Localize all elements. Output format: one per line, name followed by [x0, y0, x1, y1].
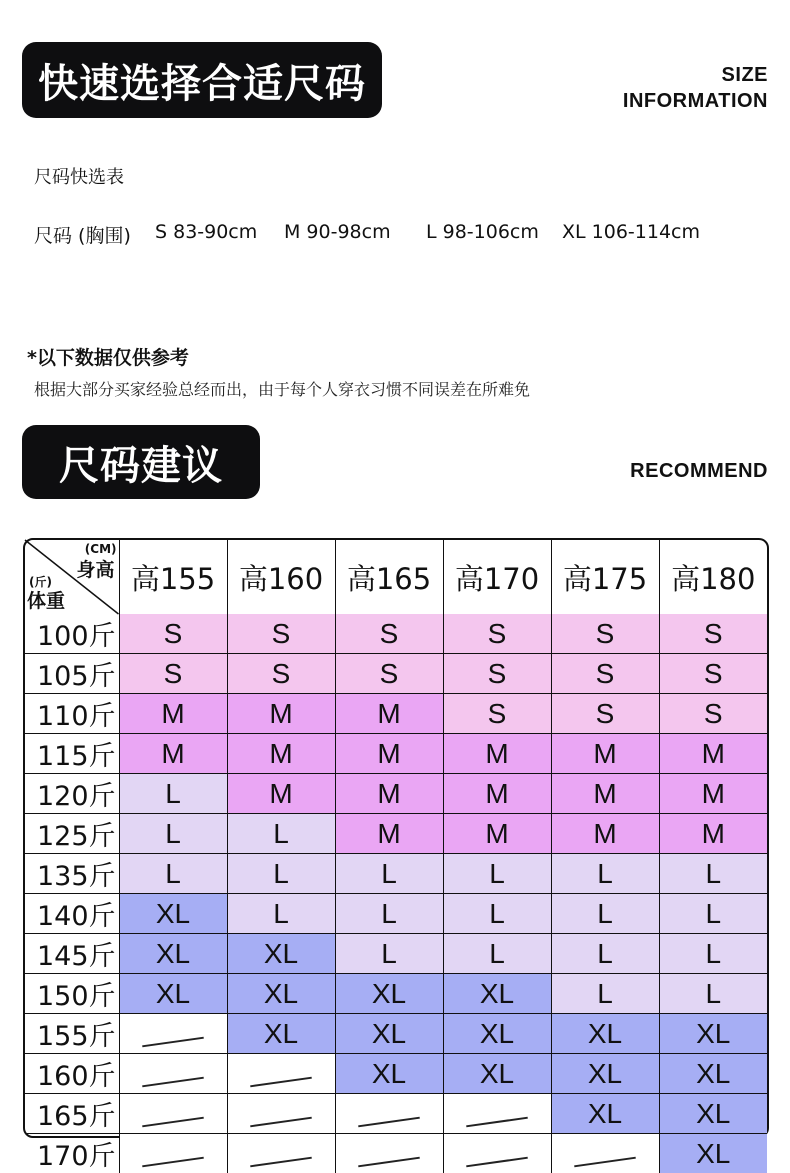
size-cell: M: [551, 774, 659, 814]
size-cell-empty: [119, 1094, 227, 1134]
size-xl-range: XL 106-114cm: [562, 221, 700, 243]
weight-header: 140斤: [25, 894, 119, 934]
size-cell: M: [659, 774, 767, 814]
size-cell: M: [227, 774, 335, 814]
table-row: [25, 774, 767, 814]
size-cell: L: [119, 854, 227, 894]
size-cell: XL: [659, 1014, 767, 1054]
size-cell: XL: [119, 894, 227, 934]
size-cell: M: [551, 734, 659, 774]
table-row: [25, 1014, 767, 1054]
size-cell: S: [551, 614, 659, 654]
size-cell-empty: [119, 1134, 227, 1173]
size-cell: M: [227, 694, 335, 734]
size-cell: S: [119, 614, 227, 654]
information-label: INFORMATION: [623, 88, 768, 114]
table-row: [25, 814, 767, 854]
size-cell: XL: [227, 974, 335, 1014]
size-label: SIZE: [623, 62, 768, 88]
size-cell: XL: [443, 1014, 551, 1054]
recommend-english-label: RECOMMEND: [630, 458, 768, 484]
size-cell: S: [659, 614, 767, 654]
size-cell: L: [659, 934, 767, 974]
not-recommended-dash-icon: [142, 1076, 204, 1087]
size-cell: L: [443, 854, 551, 894]
height-header: 高155: [119, 540, 227, 614]
size-cell: S: [443, 694, 551, 734]
size-cell: L: [227, 814, 335, 854]
size-cell: L: [119, 774, 227, 814]
weight-header: 170斤: [25, 1134, 119, 1173]
size-cell: M: [443, 774, 551, 814]
size-cell-empty: [335, 1094, 443, 1134]
height-header-row: [25, 540, 767, 614]
not-recommended-dash-icon: [466, 1116, 528, 1127]
size-cell: S: [335, 614, 443, 654]
size-cell: XL: [659, 1134, 767, 1173]
height-header: 高180: [659, 540, 767, 614]
size-cell: S: [443, 614, 551, 654]
size-cell: XL: [227, 1014, 335, 1054]
not-recommended-dash-icon: [250, 1116, 312, 1127]
size-s-range: S 83-90cm: [155, 221, 257, 243]
size-cell-empty: [119, 1054, 227, 1094]
table-row: [25, 934, 767, 974]
size-cell: XL: [551, 1054, 659, 1094]
not-recommended-dash-icon: [574, 1156, 636, 1167]
size-cell: XL: [335, 1014, 443, 1054]
size-cell: XL: [119, 974, 227, 1014]
size-cell: XL: [443, 974, 551, 1014]
chest-label: 尺码 (胸围): [34, 221, 131, 248]
size-cell: M: [443, 734, 551, 774]
size-cell: L: [551, 894, 659, 934]
quick-select-title: 尺码快选表: [34, 163, 124, 189]
not-recommended-dash-icon: [358, 1116, 420, 1127]
size-cell: XL: [551, 1094, 659, 1134]
size-cell: L: [335, 894, 443, 934]
size-cell: XL: [335, 974, 443, 1014]
table-row: [25, 894, 767, 934]
size-recommendation-table: [23, 538, 769, 1138]
recommend-heading: 尺码建议: [22, 425, 260, 499]
size-cell: S: [335, 654, 443, 694]
not-recommended-dash-icon: [250, 1076, 312, 1087]
table-row: [25, 654, 767, 694]
weight-header: 125斤: [25, 814, 119, 854]
size-cell: XL: [335, 1054, 443, 1094]
size-cell: M: [119, 734, 227, 774]
weight-header: 160斤: [25, 1054, 119, 1094]
not-recommended-dash-icon: [250, 1156, 312, 1167]
size-cell: L: [659, 894, 767, 934]
size-m-range: M 90-98cm: [284, 221, 391, 243]
reference-note-title: *以下数据仅供参考: [27, 343, 189, 370]
size-cell: L: [335, 934, 443, 974]
size-cell: M: [659, 814, 767, 854]
not-recommended-dash-icon: [466, 1156, 528, 1167]
size-cell: XL: [443, 1054, 551, 1094]
not-recommended-dash-icon: [142, 1116, 204, 1127]
size-cell: M: [551, 814, 659, 854]
size-cell: M: [335, 694, 443, 734]
size-cell: M: [335, 734, 443, 774]
table-row: [25, 974, 767, 1014]
size-cell: XL: [659, 1054, 767, 1094]
table-row: [25, 854, 767, 894]
size-cell: L: [551, 974, 659, 1014]
size-cell: L: [335, 854, 443, 894]
size-cell: S: [227, 654, 335, 694]
height-unit: (CM): [85, 542, 117, 556]
size-cell: XL: [119, 934, 227, 974]
weight-unit: (斤): [29, 573, 52, 590]
table-corner-cell: [25, 540, 119, 614]
size-cell: L: [659, 974, 767, 1014]
size-cell: XL: [551, 1014, 659, 1054]
table-row: [25, 1134, 767, 1173]
size-cell: S: [659, 654, 767, 694]
table-row: [25, 734, 767, 774]
not-recommended-dash-icon: [142, 1036, 204, 1047]
size-cell: S: [659, 694, 767, 734]
weight-header: 155斤: [25, 1014, 119, 1054]
size-cell: M: [227, 734, 335, 774]
size-cell-empty: [551, 1134, 659, 1173]
weight-header: 150斤: [25, 974, 119, 1014]
table-row: [25, 1054, 767, 1094]
size-l-range: L 98-106cm: [426, 221, 539, 243]
weight-header: 115斤: [25, 734, 119, 774]
size-cell: L: [227, 894, 335, 934]
weight-header: 105斤: [25, 654, 119, 694]
size-cell: M: [659, 734, 767, 774]
size-cell: L: [443, 934, 551, 974]
height-header: 高165: [335, 540, 443, 614]
size-cell: S: [551, 654, 659, 694]
size-cell: S: [119, 654, 227, 694]
height-header: 高160: [227, 540, 335, 614]
size-cell: L: [119, 814, 227, 854]
size-cell: L: [551, 934, 659, 974]
size-info-english-label: [623, 62, 768, 114]
height-header: 高170: [443, 540, 551, 614]
table-row: [25, 1094, 767, 1134]
size-table-body: [25, 614, 767, 1173]
size-cell-empty: [227, 1054, 335, 1094]
size-cell: M: [335, 774, 443, 814]
size-cell: S: [551, 694, 659, 734]
weight-header: 110斤: [25, 694, 119, 734]
size-cell: XL: [227, 934, 335, 974]
not-recommended-dash-icon: [358, 1156, 420, 1167]
size-cell-empty: [335, 1134, 443, 1173]
weight-header: 100斤: [25, 614, 119, 654]
weight-header: 120斤: [25, 774, 119, 814]
weight-header: 165斤: [25, 1094, 119, 1134]
table-row: [25, 614, 767, 654]
height-axis-label: 身高: [76, 555, 114, 582]
size-cell-empty: [119, 1014, 227, 1054]
weight-header: 145斤: [25, 934, 119, 974]
size-cell: M: [335, 814, 443, 854]
weight-header: 135斤: [25, 854, 119, 894]
size-cell: XL: [659, 1094, 767, 1134]
size-cell: S: [443, 654, 551, 694]
table-row: [25, 694, 767, 734]
size-cell-empty: [443, 1094, 551, 1134]
size-info-heading: 快速选择合适尺码: [22, 42, 382, 118]
reference-note-body: 根据大部分买家经验总经而出，由于每个人穿衣习惯不同误差在所难免: [34, 377, 530, 400]
size-cell: S: [227, 614, 335, 654]
size-cell-empty: [443, 1134, 551, 1173]
height-header: 高175: [551, 540, 659, 614]
size-cell: M: [443, 814, 551, 854]
not-recommended-dash-icon: [142, 1156, 204, 1167]
size-cell: L: [659, 854, 767, 894]
size-cell: L: [443, 894, 551, 934]
size-cell: L: [551, 854, 659, 894]
size-cell-empty: [227, 1134, 335, 1173]
size-cell-empty: [227, 1094, 335, 1134]
size-cell: L: [227, 854, 335, 894]
weight-axis-label: 体重: [27, 586, 65, 613]
size-cell: M: [119, 694, 227, 734]
